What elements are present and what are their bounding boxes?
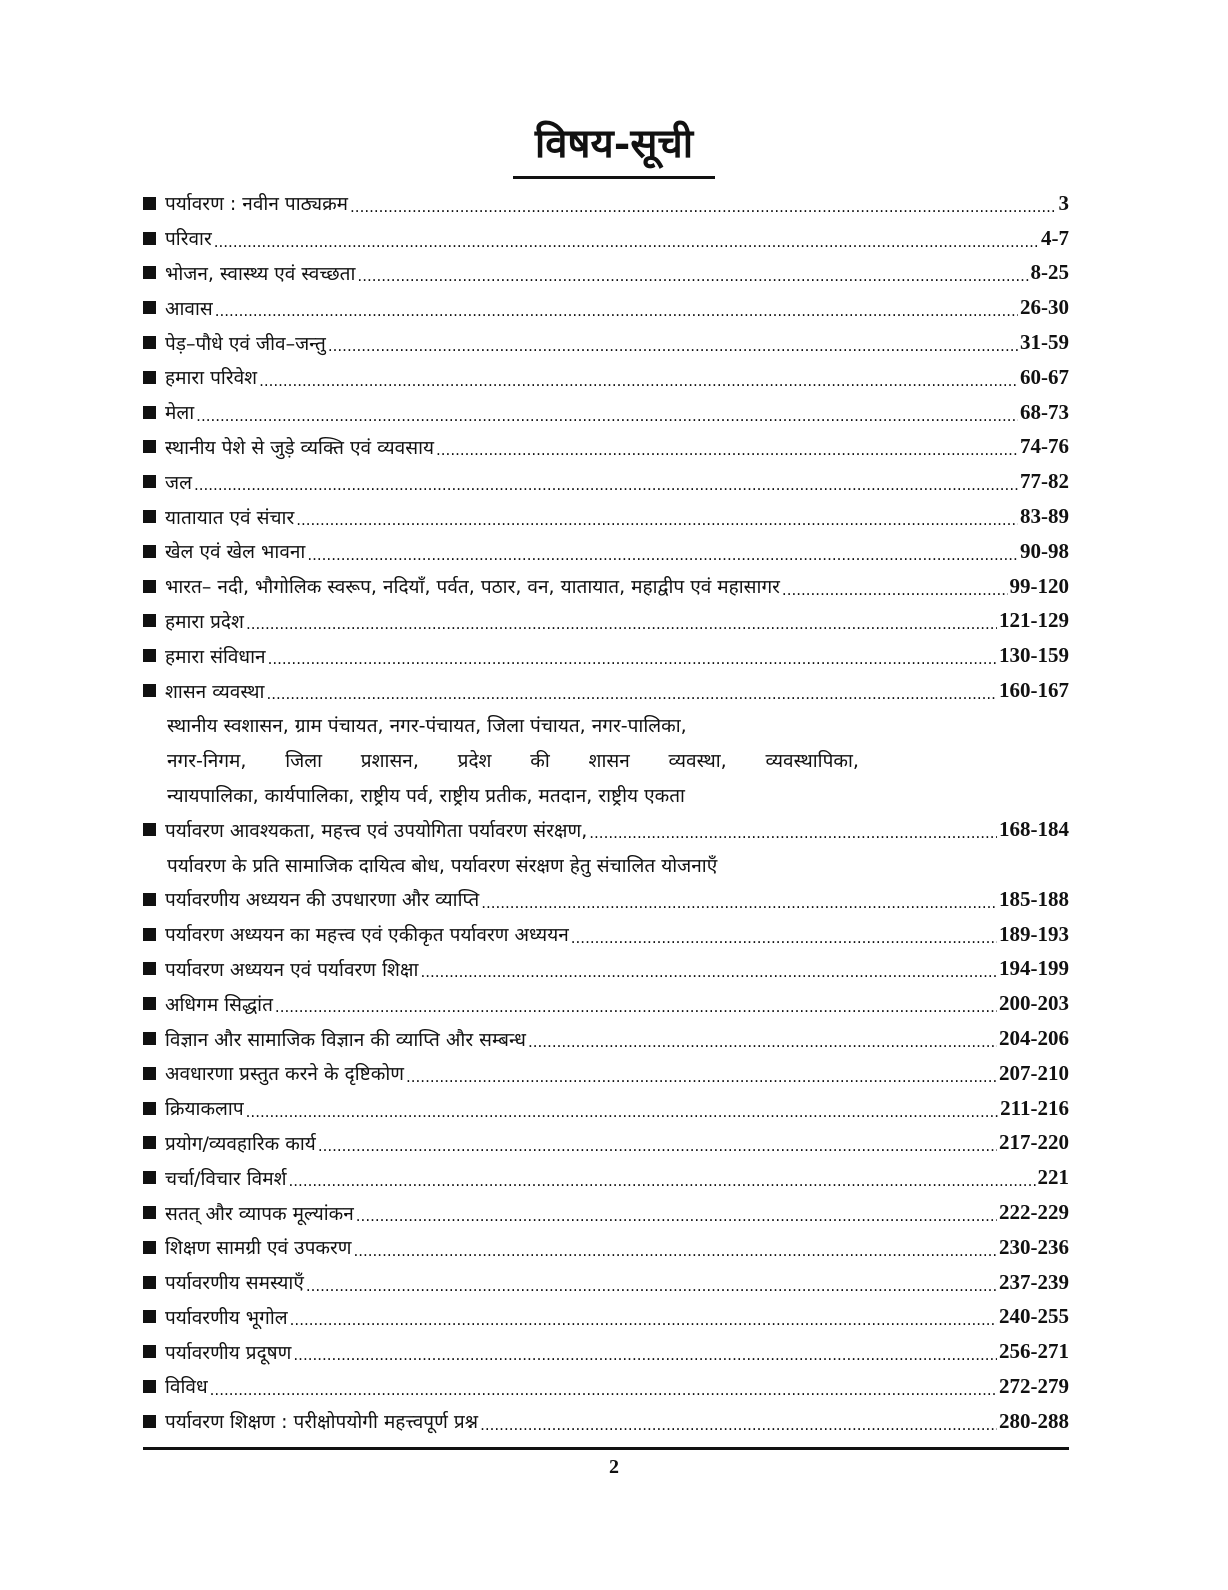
toc-entry-label: पर्यावरणीय भूगोल (165, 1306, 288, 1329)
square-bullet-icon (143, 962, 156, 975)
square-bullet-icon (143, 1032, 156, 1045)
toc-entry-pages: 121-129 (999, 608, 1069, 633)
toc-entry-label: पर्यावरण शिक्षण : परीक्षोपयोगी महत्त्वपूर्ण प्रश्न (165, 1411, 479, 1434)
toc-entry (143, 1056, 1069, 1091)
toc-entry (143, 325, 1069, 360)
square-bullet-icon (143, 510, 156, 523)
dot-leader (406, 1072, 997, 1091)
toc-entry-label: पर्यावरण : नवीन पाठ्यक्रम (165, 193, 349, 216)
toc-entry (143, 395, 1069, 430)
square-bullet-icon (143, 545, 156, 558)
toc-entry-label: सतत् और व्यापक मूल्यांकन (165, 1202, 354, 1225)
toc-entry-label: भोजन, स्वास्थ्य एवं स्वच्छता (165, 262, 356, 285)
square-bullet-icon (143, 997, 156, 1010)
toc-sub-line: स्थानीय स्वशासन, ग्राम पंचायत, नगर-पंचायत, जिला पंचायत, नगर-पालिका, (167, 715, 687, 738)
toc-entry-pages: 240-255 (999, 1304, 1069, 1329)
toc-entry-label: पर्यावरणीय समस्याएँ (165, 1272, 304, 1295)
toc-entry-pages: 230-236 (999, 1234, 1069, 1259)
page-title: विषय-सूची (513, 118, 715, 179)
toc-entry (143, 290, 1069, 325)
toc-entry-pages: 211-216 (1000, 1095, 1069, 1120)
square-bullet-icon (143, 580, 156, 593)
toc-entry-label: खेल एवं खेल भावना (165, 541, 306, 564)
square-bullet-icon (143, 1345, 156, 1358)
dot-leader (289, 1176, 1036, 1195)
dot-leader (306, 1281, 997, 1300)
dot-leader (357, 271, 1028, 290)
square-bullet-icon (143, 1241, 156, 1254)
dot-leader (528, 1037, 997, 1056)
square-bullet-icon (143, 266, 156, 279)
toc-entry (143, 464, 1069, 499)
square-bullet-icon (143, 475, 156, 488)
dot-leader (196, 411, 1018, 430)
toc-sub-line (143, 743, 859, 778)
toc-entry-label: जल (165, 471, 192, 494)
toc-entry-label: हमारा संविधान (165, 645, 266, 668)
square-bullet-icon (143, 232, 156, 245)
toc-entry-pages: 256-271 (999, 1339, 1069, 1364)
toc-entry-pages: 160-167 (999, 678, 1069, 703)
toc-entry-label: विज्ञान और सामाजिक विज्ञान की व्याप्ति और सम्बन्ध (165, 1028, 526, 1051)
toc-entry-label: हमारा परिवेश (165, 367, 258, 390)
dot-leader (210, 1385, 997, 1404)
toc-entry-pages: 8-25 (1030, 260, 1069, 285)
toc-sub-word: जिला (285, 750, 323, 773)
square-bullet-icon (143, 1380, 156, 1393)
toc-entry (143, 1300, 1069, 1335)
toc-entry-pages: 204-206 (999, 1026, 1069, 1051)
toc-entry-label: पेड़–पौधे एवं जीव–जन्तु (165, 332, 326, 355)
page-number: 2 (609, 1456, 619, 1478)
square-bullet-icon (143, 301, 156, 314)
square-bullet-icon (143, 197, 156, 210)
toc-entry (143, 1195, 1069, 1230)
toc-entry-pages: 207-210 (999, 1060, 1069, 1085)
dot-leader (296, 515, 1018, 534)
toc-entry (143, 1230, 1069, 1265)
toc-entry (143, 1404, 1069, 1439)
toc-entry-label: अवधारणा प्रस्तुत करने के दृष्टिकोण (165, 1063, 404, 1086)
dot-leader (436, 445, 1018, 464)
toc-entry (143, 256, 1069, 291)
toc-entry-pages: 99-120 (1009, 573, 1069, 598)
toc-entry-pages: 90-98 (1020, 538, 1069, 563)
toc-entry-label: पर्यावरण अध्ययन का महत्त्व एवं एकीकृत पर्यावरण अध्ययन (165, 924, 569, 947)
toc-entry-label: विविध (165, 1376, 208, 1399)
toc-entry (143, 882, 1069, 917)
toc-entry-label: प्रयोग/व्यवहारिक कार्य (165, 1132, 316, 1155)
toc-entry-pages: 189-193 (999, 921, 1069, 946)
toc-sub-word: प्रदेश (457, 750, 492, 773)
toc-entry (143, 221, 1069, 256)
toc-entry-pages: 26-30 (1020, 295, 1069, 320)
toc-entry-pages: 31-59 (1020, 330, 1069, 355)
square-bullet-icon (143, 1102, 156, 1115)
dot-leader (328, 341, 1018, 360)
dot-leader (293, 1350, 997, 1369)
dot-leader (275, 1002, 997, 1021)
toc-sub-line: पर्यावरण के प्रति सामाजिक दायित्व बोध, पर्यावरण संरक्षण हेतु संचालित योजनाएँ (167, 854, 718, 877)
toc-entry (143, 569, 1069, 604)
square-bullet-icon (143, 614, 156, 627)
toc-entry-label: शिक्षण सामग्री एवं उपकरण (165, 1237, 352, 1260)
toc-entry-label: पर्यावरण अध्ययन एवं पर्यावरण शिक्षा (165, 958, 419, 981)
toc-entry-label: परिवार (165, 228, 212, 251)
toc-entry (143, 952, 1069, 987)
footer-rule (143, 1447, 1069, 1450)
toc-entry (143, 1160, 1069, 1195)
square-bullet-icon (143, 440, 156, 453)
dot-leader (268, 654, 997, 673)
toc-entry (143, 604, 1069, 639)
toc-entry-pages: 221 (1037, 1165, 1069, 1190)
square-bullet-icon (143, 1171, 156, 1184)
dot-leader (290, 1315, 997, 1334)
toc-entry-label: चर्चा/विचार विमर्श (165, 1167, 287, 1190)
dot-leader (318, 1141, 997, 1160)
square-bullet-icon (143, 1136, 156, 1149)
toc-entry-label: अधिगम सिद्धांत (165, 993, 273, 1016)
title-wrap (0, 118, 1228, 179)
dot-leader (480, 1420, 997, 1439)
toc-entry-label: स्थानीय पेशे से जुड़े व्यक्ति एवं व्यवसाय (165, 436, 435, 459)
toc-entry-label: हमारा प्रदेश (165, 610, 244, 633)
square-bullet-icon (143, 684, 156, 697)
dot-leader (353, 1246, 997, 1265)
dot-leader (307, 550, 1018, 569)
toc-entry-pages: 130-159 (999, 643, 1069, 668)
dot-leader (259, 376, 1018, 395)
toc-entry (143, 986, 1069, 1021)
square-bullet-icon (143, 1206, 156, 1219)
square-bullet-icon (143, 1310, 156, 1323)
toc-entry (143, 917, 1069, 952)
dot-leader (571, 933, 997, 952)
toc-entry-pages: 3 (1058, 190, 1069, 215)
toc-entry (143, 430, 1069, 465)
toc-entry-label: शासन व्यवस्था (165, 680, 265, 703)
toc-entry-pages: 222-229 (999, 1200, 1069, 1224)
square-bullet-icon (143, 1276, 156, 1289)
toc-entry-label: पर्यावरणीय प्रदूषण (165, 1341, 292, 1364)
toc-entry-label: मेला (165, 402, 195, 425)
dot-leader (589, 828, 997, 847)
toc-entry (143, 534, 1069, 569)
dot-leader (215, 306, 1018, 325)
toc-entry-label: यातायात एवं संचार (165, 506, 295, 529)
toc-entry (143, 673, 1069, 708)
toc-entry-pages: 4-7 (1041, 225, 1069, 250)
square-bullet-icon (143, 649, 156, 662)
toc-sub-word: शासन (588, 750, 630, 773)
toc-entry-pages: 280-288 (999, 1408, 1069, 1433)
toc-entry-label: पर्यावरणीय अध्ययन की उपधारणा और व्याप्ति (165, 889, 480, 912)
square-bullet-icon (143, 371, 156, 384)
toc-entry (143, 499, 1069, 534)
toc-entry-pages: 237-239 (999, 1269, 1069, 1294)
toc-entry-pages: 272-279 (999, 1373, 1069, 1398)
toc-sub-word: प्रशासन, (360, 750, 419, 773)
toc-sub-line: न्यायपालिका, कार्यपालिका, राष्ट्रीय पर्व, राष्ट्रीय प्रतीक, मतदान, राष्ट्रीय एकता (167, 784, 685, 807)
toc-entry-label: भारत– नदी, भौगोलिक स्वरूप, नदियाँ, पर्वत, पठार, वन, यातायात, महाद्वीप एवं महासागर (165, 576, 780, 599)
square-bullet-icon (143, 928, 156, 941)
dot-leader (350, 202, 1056, 221)
toc-entry-pages: 168-184 (999, 817, 1069, 842)
toc-entry (143, 1334, 1069, 1369)
toc-entry-pages: 74-76 (1020, 434, 1069, 459)
toc-entry (143, 1126, 1069, 1161)
toc-entry (143, 360, 1069, 395)
square-bullet-icon (143, 893, 156, 906)
toc-entry-pages: 68-73 (1020, 399, 1069, 424)
dot-leader (214, 237, 1039, 256)
toc-entry (143, 186, 1069, 221)
toc-entry-label: क्रियाकलाप (165, 1098, 244, 1121)
toc-sub-word: की (530, 750, 550, 773)
dot-leader (356, 1211, 997, 1230)
toc-entry-pages: 83-89 (1020, 504, 1069, 529)
toc-sub-word: व्यवस्था, (668, 750, 727, 773)
toc-entry-pages: 200-203 (999, 991, 1069, 1016)
dot-leader (420, 967, 997, 986)
toc-entry (143, 1021, 1069, 1056)
toc-entry (143, 1091, 1069, 1126)
square-bullet-icon (143, 823, 156, 836)
toc-entry-pages: 217-220 (999, 1130, 1069, 1155)
dot-leader (266, 689, 997, 708)
toc-entry-pages: 60-67 (1020, 364, 1069, 389)
toc-entry (143, 812, 1069, 847)
toc-entry-pages: 185-188 (999, 886, 1069, 911)
dot-leader (194, 480, 1018, 499)
toc-entry (143, 1369, 1069, 1404)
toc-entry-pages: 77-82 (1020, 469, 1069, 494)
toc-entry-pages: 194-199 (999, 956, 1069, 981)
dot-leader (246, 619, 997, 638)
square-bullet-icon (143, 1415, 156, 1428)
toc-sub-word: नगर-निगम, (167, 750, 247, 773)
dot-leader (481, 898, 997, 917)
toc-entry (143, 638, 1069, 673)
square-bullet-icon (143, 1067, 156, 1080)
toc-entry-label: आवास (165, 297, 213, 320)
dot-leader (246, 1107, 999, 1126)
square-bullet-icon (143, 406, 156, 419)
toc-entry-label: पर्यावरण आवश्यकता, महत्त्व एवं उपयोगिता पर्यावरण संरक्षण, (165, 819, 588, 842)
toc-sub-word: व्यवस्थापिका, (765, 750, 859, 773)
toc-entry (143, 1265, 1069, 1300)
square-bullet-icon (143, 336, 156, 349)
dot-leader (782, 585, 1008, 604)
table-of-contents (143, 186, 1069, 1439)
